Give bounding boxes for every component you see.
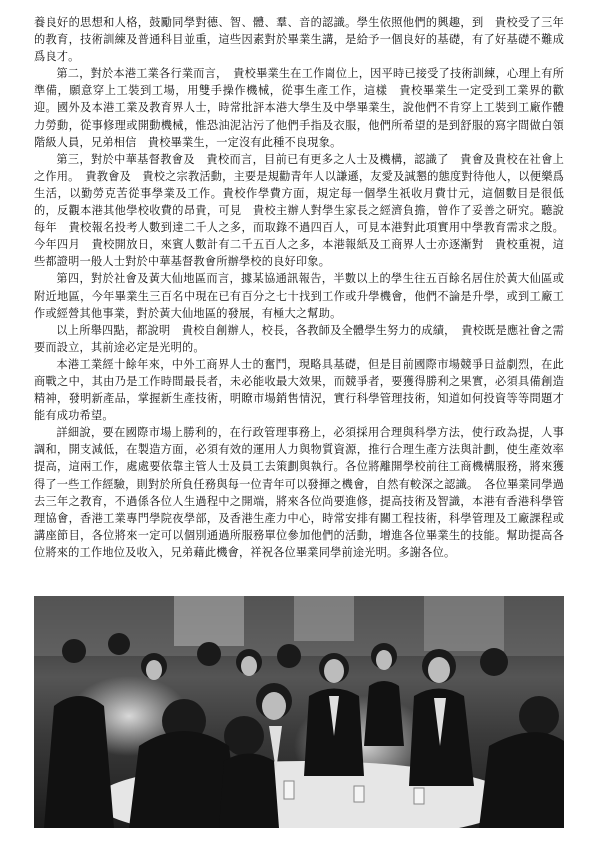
paragraph-summary: 以上所舉四點，都說明 貴校自創辦人，校長，各教師及全體學生努力的成績， 貴校既是應社會之需要而設立，其前途必定是光明的。 <box>34 323 564 354</box>
speech-text <box>34 14 564 561</box>
paragraph-point-four: 第四，對於社會及黃大仙地區而言，據某協通訊報告，半數以上的學生往五百餘名居住於黃大仙區或附近地區，今年畢業生三百名中現在已有百分之七十找到工作或升學機會，他們不論是升學，或到工廠工作或經營其他事業，對於黃大仙地區的發展，有極大之幫助。 <box>34 272 564 320</box>
banquet-photo <box>34 596 564 828</box>
paragraph-intro-continued: 養良好的思想和人格，鼓勵同學對德、智、體、羣、音的認識。學生依照他們的興趣，到 貴校受了三年的教育，技術訓練及普通科目並重，這些因素對於畢業生講，是給予一個良好的基礎，有了好基礎不難成爲良才。 <box>34 16 564 64</box>
paragraph-point-three: 第三，對於中華基督教會及 貴校而言，目前已有更多之人士及機構，認識了 貴會及貴校在社會上之作用。 貴教會及 貴校之宗教活動，主要是規勸青年人以謙遜，友愛及誠懇的態度對待他人，以便樂爲生活，以勤勞克苦從事學業及工作。貴校作學費方面，規定每一個學生祇收月費廿元，這個數目是很低的，反觀本港其他學校收費的昂貴，可見 貴校主辦人對學生家長之經濟負擔，曾作了妥善之研究。聽說每年 貴校報名投考人數到達二千人之多，而取錄不過四百人，可見本港對此項實用中學教育需求之殷。今年四月 貴校開放日，來賓人數計有二千五百人之多，本港報紙及工商界人士亦逐漸對 貴校重視，這些都證明一般人士對於中華基督教會所辦學校的良好印象。 <box>34 152 564 269</box>
paragraph-closing: 詳細說，要在國際市場上勝利的，在行政管理事務上，必須採用合理與科學方法，使行政為提，人事調和，開支減低，在製造方面，必須有效的運用人力與物質資源，推行合理生產方法與計劃，使生產效率提高，這兩工作，處處要依靠主管人士及員工去策劃與執行。各位將離開學校前往工商機構服務，將來獲得了一些工作經驗，則對於所負任務與每一位青年可以發揮之機會，自然有較深之認識。 各位畢業同學過去三年之教育，不過係各位人生過程中之開端，將來各位尚要進修，提高技術及智識，本港有香港科學管理協會，香港工業專門學院夜學部，及香港生產力中心，時常安排有關工程技術，科學管理及工廠課程或講座節目，各位將來一定可以個別通過所服務單位參加他們的活動，增進各位畢業生的技能。幫助提高各位將來的工作地位及收入，兄弟藉此機會，祥祝各位畢業同學前途光明。多謝各位。 <box>34 426 564 559</box>
paragraph-point-two: 第二，對於本港工業各行業而言， 貴校畢業生在工作崗位上，因平時已接受了技術訓練，心理上有所準備，願意穿上工裝到工場，用雙手操作機械，從事生產工作，這樣 貴校畢業生一定受到工業界的歡迎。國外及本港工業及教育界人士，時常批評本港大學生及中學畢業生，說他們不肯穿上工裝到工廠作體力勞動，從事修理或開動機械，惟恐油泥沾污了他們手指及衣服，他們所希望的是到舒服的寫字間做白領階級人員，兄弟相信 貴校畢業生，一定沒有此種不良現象。 <box>34 67 564 149</box>
paragraph-industry: 本港工業經十餘年來，中外工商界人士的奮鬥，現略具基礎，但是目前國際市場競爭日益劇烈，在此商戰之中，其由乃是工作時間最長者，未必能收最大效果，而競爭者，要獲得勝利之果實，必須具備創造精神，發明新產品，掌握新生產技術，明瞭市場銷售情況，實行科學管理技術，知道如何投資等等問題才能有成功希望。 <box>34 357 564 423</box>
banquet-photo-illustration <box>34 596 564 828</box>
